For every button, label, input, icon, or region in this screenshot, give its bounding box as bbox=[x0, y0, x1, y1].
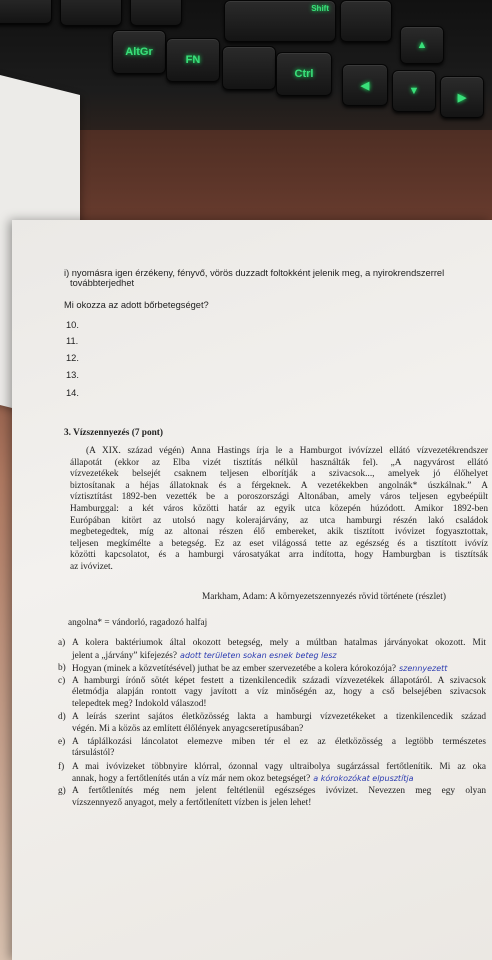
question-line: A mai ivóvizeket többnyire klórral, ózonnal vagy ultraibolya sugárzással fertőtlenítik. Mi az oka bbox=[72, 761, 486, 772]
keyboard-key-altgr bbox=[112, 30, 166, 74]
altgr-label: AltGr bbox=[125, 46, 153, 58]
keyboard-key bbox=[222, 46, 276, 90]
paragraph-line: közötti kapcsolatot, és a hamburgi városatyákat arra indította, hogy Hamburgban is tisztítsák bbox=[70, 550, 488, 561]
paragraph-line: megbetegedtek, míg az altonai részen élő embereket, akik tisztított ivóvizet fogyasztottak, bbox=[70, 527, 488, 538]
question-label: d) bbox=[58, 712, 66, 723]
question-line: annak, hogy a fertőtlenítés után a víz már nem okoz betegséget? a kórokozókat elpusztítja bbox=[72, 774, 414, 785]
question-label: g) bbox=[58, 786, 66, 797]
handwritten-answer: a kórokozókat elpusztítja bbox=[313, 774, 414, 784]
citation: Markham, Adam: A környezetszennyezés rövid története (részlet) bbox=[202, 592, 446, 602]
paragraph-line: az ivóvizet. bbox=[70, 562, 113, 572]
question-line: A hamburgi írónő sötét képet festett a tizenkilencedik századi vízvezetékek állapotáról. A szivacsok bbox=[72, 675, 486, 686]
answer-number: 13. bbox=[66, 370, 79, 380]
shift-label: Shift bbox=[311, 4, 329, 13]
section-title: 3. Vízszennyezés (7 pont) bbox=[64, 428, 163, 438]
question-label: b) bbox=[58, 662, 66, 673]
answer-number: 10. bbox=[66, 320, 79, 330]
paragraph-line: állapotát (ekkor az Elba vizét tisztítás nélkül használták fel). „A nagyvárost ellátó bbox=[70, 457, 488, 468]
question-line: telepedtek meg? Indokold válaszod! bbox=[72, 699, 207, 709]
handwritten-answer: szennyezett bbox=[398, 663, 448, 673]
keyboard-key-left: ◀ bbox=[342, 64, 388, 106]
paragraph-line: teljesen megkímélte a betegség. Ez az eset világossá tette az egészség és a tisztított ivóvíz bbox=[70, 538, 488, 549]
keyboard-key bbox=[130, 0, 182, 26]
question-text: Mi okozza az adott bőrbetegséget? bbox=[64, 300, 209, 310]
text-line: i) nyomásra igen érzékeny, fényvő, vörös duzzadt foltokként jelenik meg, a nyirokrendszerrel bbox=[64, 268, 445, 278]
answer-number: 12. bbox=[66, 353, 79, 363]
question-line: végén. Mi a közös az említett élőlények anyagcseretípusában? bbox=[72, 723, 304, 734]
question-line: Hogyan (minek a közvetítésével) juthat be az ember szervezetébe a kolera kórokozója? szennyezett bbox=[72, 663, 448, 674]
text-line: továbbterjedhet bbox=[70, 278, 135, 288]
question-line: jelent a „járvány” kifejezés? adott területen sokan esnek beteg lesz bbox=[72, 650, 337, 661]
paragraph-line: (A XIX. század végén) Anna Hastings írja le a Hamburgot ivóvízzel ellátó vízvezetékrendszer bbox=[86, 446, 488, 456]
question-label: f) bbox=[58, 761, 65, 772]
keyboard-key bbox=[0, 0, 52, 24]
paragraph-line: biztosítanak a héjas állatoknak és a férgeknek. A vezetékekben angolnák* úszkálnak.” A bbox=[70, 480, 488, 491]
keyboard-key-up: ▲ bbox=[400, 26, 444, 64]
paper-content bbox=[12, 220, 492, 960]
keyboard-key-down: ▼ bbox=[392, 70, 436, 112]
fn-label: FN bbox=[185, 54, 201, 66]
keyboard-key-ctrl bbox=[276, 52, 332, 96]
answer-number: 11. bbox=[66, 336, 79, 346]
keyboard-key bbox=[340, 0, 392, 42]
question-line: életmódja alapján rontott vagy javított a víz minőségén az, hogy a cső belsejében szivacsok bbox=[72, 687, 486, 698]
question-line: A kolera baktériumok által okozott betegség, mely a múltban hatalmas járványokat okozott. Mit bbox=[72, 638, 486, 648]
question-line: vízszennyező anyagot, mely a fertőtlenített vízben is jelen lehet! bbox=[72, 797, 312, 808]
paragraph-line: Európában kitört az utolsó nagy kolerajárvány, az utca hamburgi részén lakó családok bbox=[70, 515, 488, 526]
ctrl-label: Ctrl bbox=[294, 68, 314, 80]
question-label: c) bbox=[58, 675, 66, 686]
keyboard-key-right: ▶ bbox=[440, 76, 484, 118]
question-label: a) bbox=[58, 638, 66, 648]
question-line: A táplálkozási láncolatot elemezve miben tér el ez az életközösség a legtöbb természetes bbox=[72, 736, 486, 747]
handwritten-answer: adott területen sokan esnek beteg lesz bbox=[180, 650, 337, 660]
paragraph-line: Hamburggal: a két város közötti határ az egyik utca közepén húzódott. Amikor 1892-ben bbox=[70, 504, 488, 514]
paragraph-line: víztisztítást 1892-ben vezették be a poroszországi Altonában, amely város teljesen egybeépült bbox=[70, 492, 488, 503]
question-line: társulástól? bbox=[72, 748, 115, 759]
keyboard-key bbox=[60, 0, 122, 26]
question-line: A fertőtlenítés még nem jelent feltétlenül egészséges ivóvizet. Nevezzen meg egy olyan bbox=[72, 786, 486, 797]
keyboard-key-shift bbox=[224, 0, 336, 42]
question-line: A leírás szerint sajátos életközösség lakta a hamburgi vízvezetékeket a tizenkilencedik század bbox=[72, 712, 486, 723]
keyboard-key-fn bbox=[166, 38, 220, 82]
exam-paper bbox=[12, 220, 492, 960]
question-label: e) bbox=[58, 736, 66, 747]
footnote: angolna* = vándorló, ragadozó halfaj bbox=[68, 618, 208, 628]
answer-number: 14. bbox=[66, 388, 79, 398]
paragraph-line: vízvezetékek belsejét csaknem teljesen elborítják a szivacsok..., amelyek jó élőhelyet bbox=[70, 469, 488, 480]
